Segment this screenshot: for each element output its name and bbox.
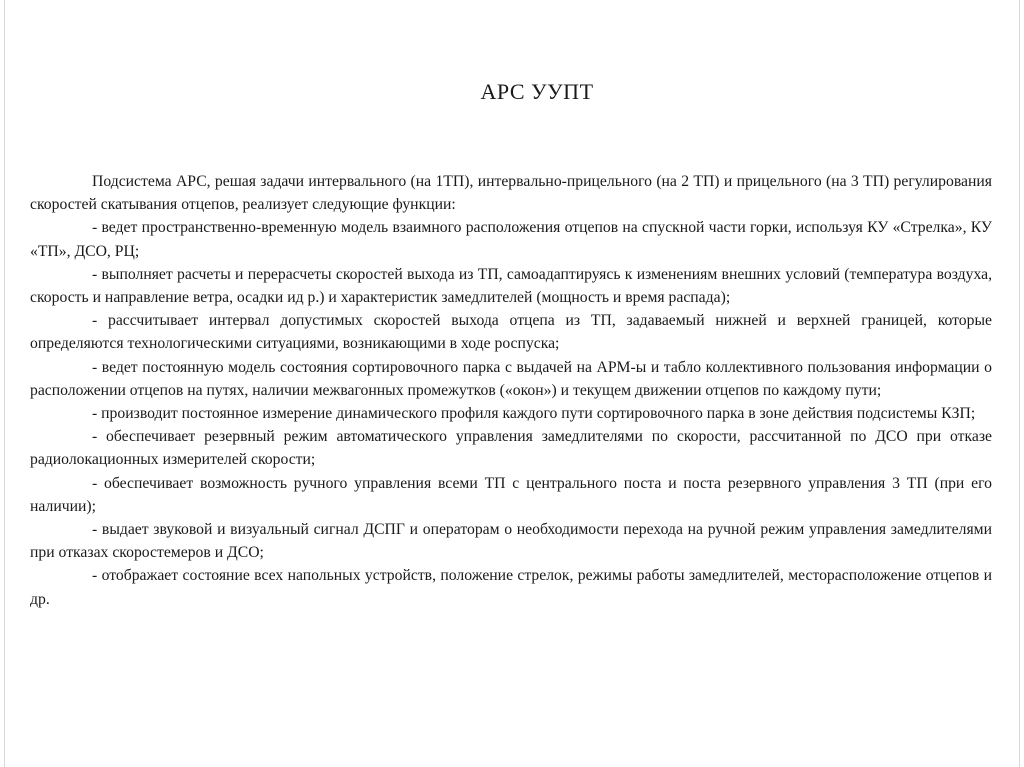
right-edge-line [1019,0,1020,767]
page-title: АРС УУПТ [480,79,594,104]
paragraph-function-display: - отображает состояние всех напольных устройств, положение стрелок, режимы работы замедлителей, месторасположение отцепов и др. [30,567,992,608]
paragraph-function-calculations: - выполняет расчеты и перерасчеты скоростей выхода из ТП, самоадаптируясь к изменениям внешних условий (температура воздуха, скорость и направление ветра, осадки ид р.) и характеристик замедлителей (мощность и время распада); [30,265,992,307]
paragraph-function-profile: - производит постоянное измерение динамического профиля каждого пути сортировочного парка в зоне действия подсистемы КЗП; [92,405,976,423]
paragraph-function-park-model: - ведет постоянную модель состояния сортировочного парка с выдачей на АРМ-ы и табло коллективного пользования информации о расположении отцепов на путях, наличии межвагонных промежутков («окон») и текущем движении отцепов по каждому пути; [30,358,992,399]
left-edge-line [4,0,5,767]
paragraph-function-signal: - выдает звуковой и визуальный сигнал ДСПГ и операторам о необходимости перехода на ручной режим управления замедлителями при отказах скоростемеров и ДСО; [30,521,992,562]
paragraph-intro: Подсистема АРС, решая задачи интервального (на 1ТП), интервально-прицельного (на 2 ТП) и прицельного (на 3 ТП) регулирования скоростей скатывания отцепов, реализует следующие функции: [30,173,992,214]
body-text [30,170,992,611]
paragraph-function-reserve-mode: - обеспечивает резервный режим автоматического управления замедлителями по скорости, рассчитанной по ДСО при отказе радиолокационных измерителей скорости; [30,428,992,469]
paragraph-function-model: - ведет пространственно-временную модель взаимного расположения отцепов на спускной части горки, используя КУ «Стрелка», КУ «ТП», ДСО, РЦ; [30,219,992,260]
paragraph-function-interval: - рассчитывает интервал допустимых скоростей выхода отцепа из ТП, задаваемый нижней и верхней границей, которые определяются технологическими ситуациями, возникающими в ходе роспуска; [30,312,992,353]
paragraph-function-manual-control: - обеспечивает возможность ручного управления всеми ТП с центрального поста и поста резервного управления 3 ТП (при его наличии); [30,474,992,515]
